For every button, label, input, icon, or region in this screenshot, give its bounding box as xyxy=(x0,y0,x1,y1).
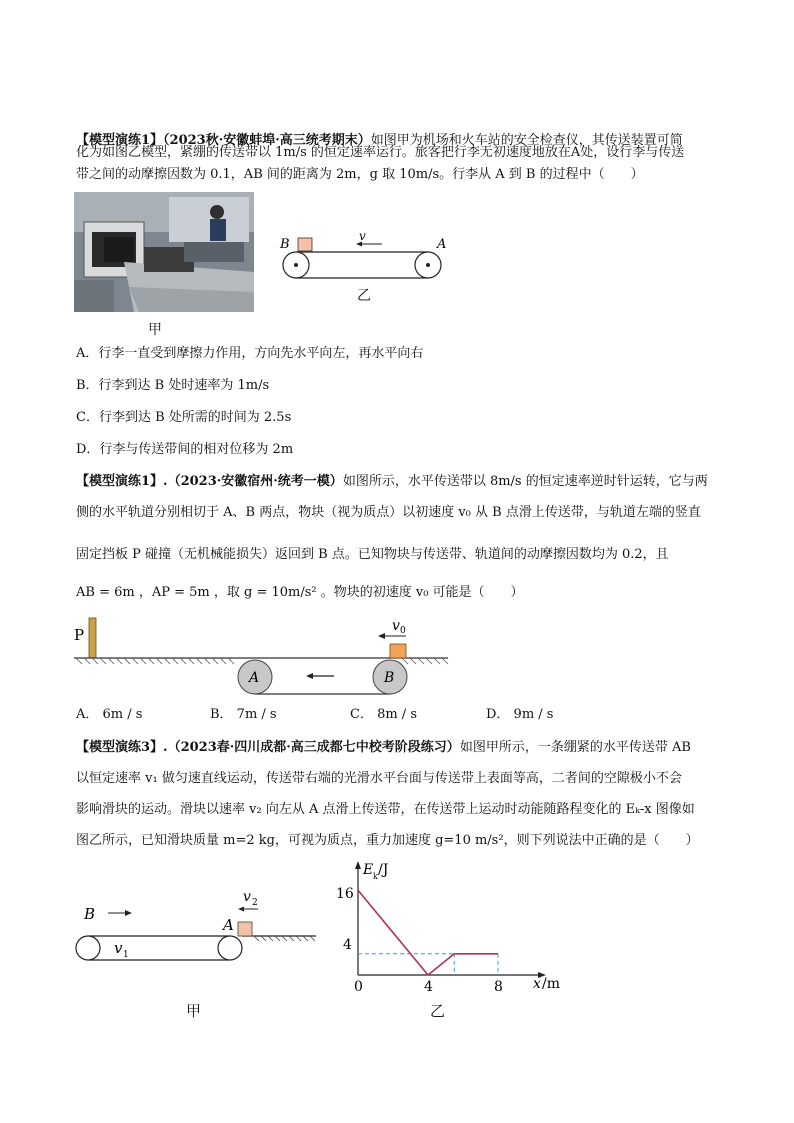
q2-option-d: D． 9m / s xyxy=(486,707,554,722)
barrier-p xyxy=(89,618,96,658)
q3-stem-line-2: 以恒定速率 v₁ 做匀速直线运动，传送带右端的光滑水平台面与传送带上表面等高，二者间的空隙极小不会 xyxy=(76,771,682,786)
ek-segment-2 xyxy=(428,954,454,975)
q2-text: 如图所示，水平传送带以 8m/s 的恒定速率逆时针运转，它与两 xyxy=(342,474,708,489)
q2-track-diagram xyxy=(72,610,452,700)
block xyxy=(390,644,406,658)
platform-hatching xyxy=(254,936,315,941)
q1-photo-security-scanner xyxy=(74,192,254,312)
q2-tag: 【模型演练1】 xyxy=(76,474,164,489)
q3-fig-yi-caption: 乙 xyxy=(430,1002,446,1020)
q3-text: 如图甲所示，一条绷紧的水平传送带 AB xyxy=(459,740,691,755)
label-v0-sub: 0 xyxy=(400,626,406,636)
q3-ek-x-graph xyxy=(322,855,572,995)
luggage-block xyxy=(298,238,312,251)
ek-segment-1 xyxy=(358,890,428,975)
q2-option-c: C． 8m / s xyxy=(350,707,417,722)
label-v2: v xyxy=(243,889,251,905)
left-pulley xyxy=(76,936,100,960)
y-axis-unit: /J xyxy=(378,862,389,878)
slider-block xyxy=(238,922,252,936)
q3-stem-line-1 xyxy=(76,738,691,758)
q2-source: .（2023·安徽宿州·统考一模） xyxy=(163,474,343,489)
q3-stem-line-4: 图乙所示，已知滑块质量 m=2 kg，可视为质点，重力加速度 g=10 m/s²，则下列说法中正确的是（ ） xyxy=(76,833,699,848)
q1-option-a: A．行李一直受到摩擦力作用，方向先水平向左，再水平向右 xyxy=(76,346,424,361)
x-axis-unit: /m xyxy=(542,976,560,992)
q1-stem-line-2: 化为如图乙模型，紧绷的传送带以 1m/s 的恒定速率运行。旅客把行李无初速度地放在A处，设行李与传送 xyxy=(76,145,685,160)
q2-option-a: A． 6m / s xyxy=(76,707,143,722)
label-a: A xyxy=(437,237,447,252)
right-pulley xyxy=(218,936,242,960)
label-a: A xyxy=(249,670,260,686)
q3-tag: 【模型演练3】 xyxy=(76,740,164,755)
y-tick-16: 16 xyxy=(336,886,354,902)
label-p: P xyxy=(74,626,85,644)
q1-fig-jia-caption: 甲 xyxy=(148,322,162,338)
q1-fig-yi-caption: 乙 xyxy=(357,288,371,304)
x-tick-4: 4 xyxy=(424,979,433,995)
q2-option-b: B． 7m / s xyxy=(210,707,277,722)
ek-series xyxy=(358,890,498,975)
label-v0: v xyxy=(392,618,400,634)
label-b: B xyxy=(84,905,96,923)
q3-belt-diagram xyxy=(72,886,322,966)
guide-lines xyxy=(358,954,498,975)
q1-option-d: D．行李与传送带间的相对位移为 2m xyxy=(76,442,294,457)
q2-stem-line-3: 固定挡板 P 碰撞（无机械能损失）返回到 B 点。已知物块与传送带、轨道间的动摩擦因数均为 0.2，且 xyxy=(76,547,669,562)
label-v: v xyxy=(359,229,366,243)
label-b: B xyxy=(384,670,395,686)
security-scanner-illustration xyxy=(74,192,254,312)
label-v2-sub: 2 xyxy=(252,898,258,908)
q2-stem-line-4: AB = 6m ，AP = 5m ，取 g = 10m/s² 。物块的初速度 v₀ 可能是（ ） xyxy=(76,585,524,600)
q3-fig-jia-caption: 甲 xyxy=(186,1002,202,1020)
q1-option-c: C．行李到达 B 处所需的时间为 2.5s xyxy=(76,410,292,425)
q3-source: .（2023春·四川成都·高三成都七中校考阶段练习） xyxy=(163,740,460,755)
y-tick-4: 4 xyxy=(343,937,352,953)
q3-stem-line-3: 影响滑块的运动。滑块以速率 v₂ 向左从 A 点滑上传送带，在传送带上运动时动能随路程变化的 Eₖ-x 图像如 xyxy=(76,802,695,817)
label-v1: v xyxy=(114,939,123,957)
x-tick-0: 0 xyxy=(354,979,363,995)
y-axis-label: E xyxy=(363,862,374,878)
x-axis-label: x xyxy=(533,976,541,992)
q1-option-b: B．行李到达 B 处时速率为 1m/s xyxy=(76,378,270,393)
q2-stem-line-1 xyxy=(76,472,708,492)
q2-stem-line-2: 侧的水平轨道分别相切于 A、B 两点，物块（视为质点）以初速度 v₀ 从 B 点滑上传送带，与轨道左端的竖直 xyxy=(76,505,701,520)
label-b: B xyxy=(280,237,290,252)
label-a: A xyxy=(223,916,234,934)
y-axis-label-sub: k xyxy=(373,872,378,881)
label-v1-sub: 1 xyxy=(123,950,129,960)
x-tick-8: 8 xyxy=(494,979,503,995)
q1-tag: 【模型演练1】 xyxy=(76,133,164,148)
q1-stem-line-3: 带之间的动摩擦因数为 0.1，AB 间的距离为 2m，g 取 10m/s。行李从 A 到 B 的过程中（ ） xyxy=(76,167,644,182)
q1-source: （2023秋·安徽蚌埠·高三统考期末） xyxy=(163,133,371,148)
q1-text: 如图甲为机场和火车站的安全检查仪，其传送装置可简 xyxy=(370,133,683,148)
